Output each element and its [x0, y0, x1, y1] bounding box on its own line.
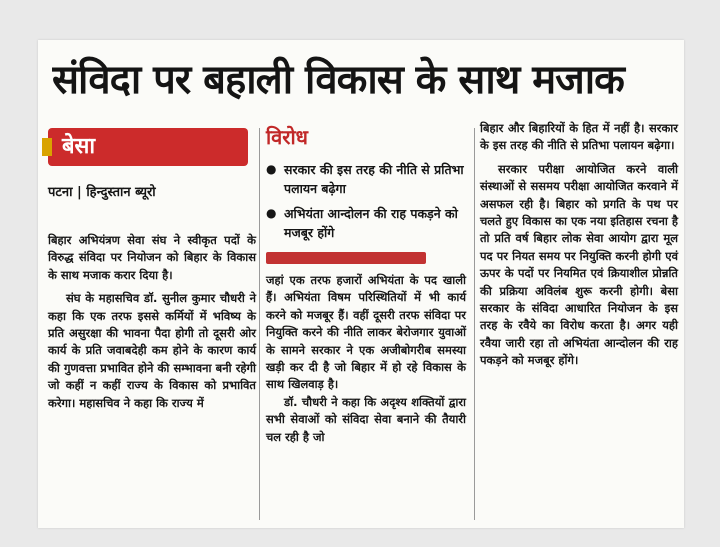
headline: संविदा पर बहाली विकास के साथ मजाक — [52, 57, 624, 103]
lead-paragraph: बिहार अभियंत्रण सेवा संघ ने स्वीकृत पदों के विरुद्ध संविदा पर नियोजन को बिहार के विकास के साथ मजाक करार दिया है। — [48, 233, 256, 282]
body-paragraph: बिहार और बिहारियों के हित में नहीं है। सरकार के इस तरह की नीति से प्रतिभा पलायन बढ़ेगा। — [480, 121, 678, 153]
body-paragraph: जहां एक तरफ हजारों अभियंता के पद खाली हैं। अभियंता विषम परिस्थितियों में भी कार्य करने को मजबूर हैं। वहीं दूसरी तरफ संविदा पर नियुक्ति करने की नीति लाकर बेरोजगार युवाओं के सामने सरकार ने एक अजीबोगरीब समस्या खड़ी कर दी है जो बिहार में हो रहे विकास के साथ खिलवाड़ है। — [266, 273, 466, 392]
highlight-list — [266, 160, 466, 242]
highlight-heading: विरोध — [266, 125, 308, 149]
decorative-bar — [266, 252, 426, 264]
column-3 — [480, 120, 678, 376]
column-divider — [474, 128, 475, 520]
column-divider — [259, 128, 260, 520]
section-badge — [48, 128, 248, 166]
section-badge-label: बेसा — [62, 134, 96, 159]
column-1 — [48, 120, 256, 412]
highlight-item: ● सरकार की इस तरह की नीति से प्रतिभा पलायन बढ़ेगा — [266, 160, 466, 198]
newspaper-clipping — [38, 40, 684, 528]
body-paragraph: सरकार परीक्षा आयोजित करने वाली संस्थाओं से ससमय परीक्षा आयोजित करवाने में असफल रही है। बिहार को प्रगति के पथ पर चलते हुए विकास का एक नया इतिहास रचना है तो प्रति वर्ष बिहार लोक सेवा आयोग द्वारा मूल पद पर नियत समय पर नियुक्ति करनी होगी एवं ऊपर के पदों पर नियमित एवं क्रियाशील प्रोन्नति की प्रक्रिया अविलंब शुरू करनी होगी। बेसा सरकार के संविदा आधारित नियोजन के इस तरह के रवैये का विरोध करता है। अगर यही रवैया जारी रहा तो अभियंता आन्दोलन की राह पकड़ने को मजबूर होंगे। — [480, 161, 678, 368]
byline: पटना | हिन्दुस्तान ब्यूरो — [48, 185, 156, 200]
highlight-item: ● अभियंता आन्दोलन की राह पकड़ने को मजबूर होंगे — [266, 204, 466, 242]
body-paragraph: डॉ. चौधरी ने कहा कि अदृश्य शक्तियों द्वारा सभी सेवाओं को संविदा सेवा बनाने की तैयारी चल रही है जो — [266, 394, 466, 444]
column-2 — [266, 120, 466, 446]
body-paragraph: संघ के महासचिव डॉ. सुनील कुमार चौधरी ने कहा कि एक तरफ इससे कर्मियों में भविष्य के प्रति असुरक्षा की भावना पैदा होगी तो दूसरी ओर कार्य के प्रति जवाबदेही कम होने के कारण कार्य की गुणवत्ता प्रभावित होने की सम्भावना बनी रहेगी जो कहीं न कहीं राज्य के विकास को प्रभावित करेगा। महासचिव ने कहा कि राज्य में — [48, 291, 256, 410]
